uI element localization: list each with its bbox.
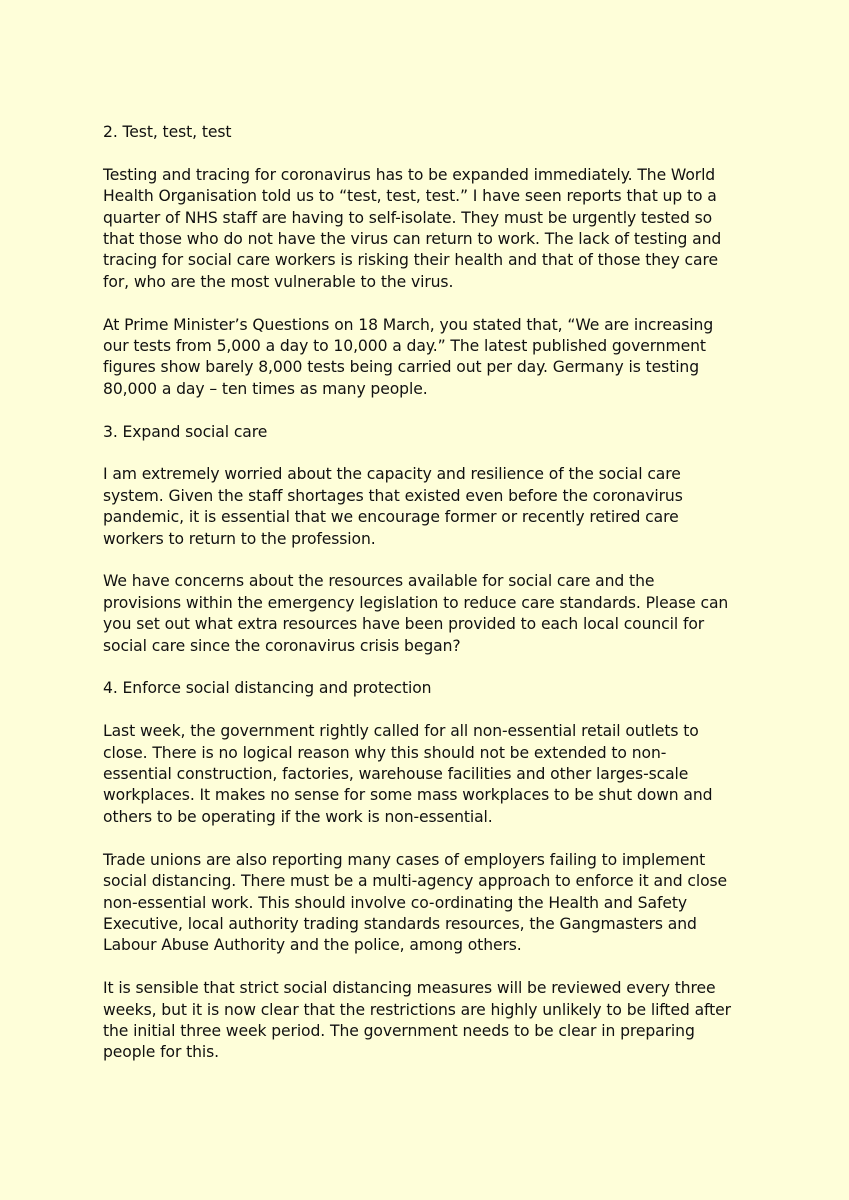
- text-line: social distancing. There must be a multi-agency approach to enforce it and close: [103, 872, 728, 891]
- paragraph: [103, 464, 763, 550]
- text-line: tracing for social care workers is risking their health and that of those they care: [103, 251, 718, 270]
- text-line: 80,000 a day – ten times as many people.: [103, 379, 428, 398]
- text-line: our tests from 5,000 a day to 10,000 a day.” The latest published government: [103, 337, 706, 356]
- document-page: [103, 122, 763, 1085]
- text-line: social care since the coronavirus crisis began?: [103, 636, 461, 655]
- paragraph: [103, 978, 763, 1064]
- text-line: weeks, but it is now clear that the restrictions are highly unlikely to be lifted after: [103, 1000, 731, 1019]
- text-line: Labour Abuse Authority and the police, among others.: [103, 936, 522, 955]
- text-line: you set out what extra resources have been provided to each local council for: [103, 615, 705, 634]
- text-line: workplaces. It makes no sense for some mass workplaces to be shut down and: [103, 786, 713, 805]
- paragraph: [103, 165, 763, 293]
- text-line: people for this.: [103, 1043, 220, 1062]
- text-line: We have concerns about the resources available for social care and the: [103, 572, 655, 591]
- text-line: pandemic, it is essential that we encourage former or recently retired care: [103, 508, 679, 527]
- text-line: close. There is no logical reason why this should not be extended to non-: [103, 743, 667, 762]
- text-line: Last week, the government rightly called for all non-essential retail outlets to: [103, 722, 699, 741]
- section-heading-social-care: 3. Expand social care: [103, 422, 268, 441]
- text-line: that those who do not have the virus can return to work. The lack of testing and: [103, 230, 722, 249]
- text-line: others to be operating if the work is non-essential.: [103, 807, 493, 826]
- paragraph: [103, 850, 763, 957]
- text-line: Health Organisation told us to “test, test, test.” I have seen reports that up to a: [103, 187, 717, 206]
- text-line: workers to return to the profession.: [103, 529, 376, 548]
- section-heading-test: 2. Test, test, test: [103, 123, 232, 141]
- text-line: provisions within the emergency legislation to reduce care standards. Please can: [103, 593, 729, 612]
- text-line: for, who are the most vulnerable to the virus.: [103, 272, 454, 291]
- text-line: I am extremely worried about the capacity and resilience of the social care: [103, 465, 681, 484]
- text-line: essential construction, factories, warehouse facilities and other larges-scale: [103, 765, 689, 784]
- text-line: At Prime Minister’s Questions on 18 March, you stated that, “We are increasing: [103, 315, 714, 334]
- text-line: the initial three week period. The government needs to be clear in preparing: [103, 1021, 695, 1040]
- text-line: Testing and tracing for coronavirus has to be expanded immediately. The World: [103, 165, 716, 184]
- text-line: Executive, local authority trading standards resources, the Gangmasters and: [103, 914, 697, 933]
- text-line: It is sensible that strict social distancing measures will be reviewed every three: [103, 979, 716, 998]
- text-line: Trade unions are also reporting many cases of employers failing to implement: [103, 850, 706, 869]
- text-line: system. Given the staff shortages that existed even before the coronavirus: [103, 486, 683, 505]
- text-line: quarter of NHS staff are having to self-isolate. They must be urgently tested so: [103, 208, 713, 227]
- paragraph: [103, 571, 763, 657]
- section-heading-social-distancing: 4. Enforce social distancing and protection: [103, 679, 432, 698]
- paragraph: [103, 721, 763, 828]
- paragraph: [103, 315, 763, 401]
- text-line: figures show barely 8,000 tests being carried out per day. Germany is testing: [103, 358, 700, 377]
- text-line: non-essential work. This should involve co-ordinating the Health and Safety: [103, 893, 687, 912]
